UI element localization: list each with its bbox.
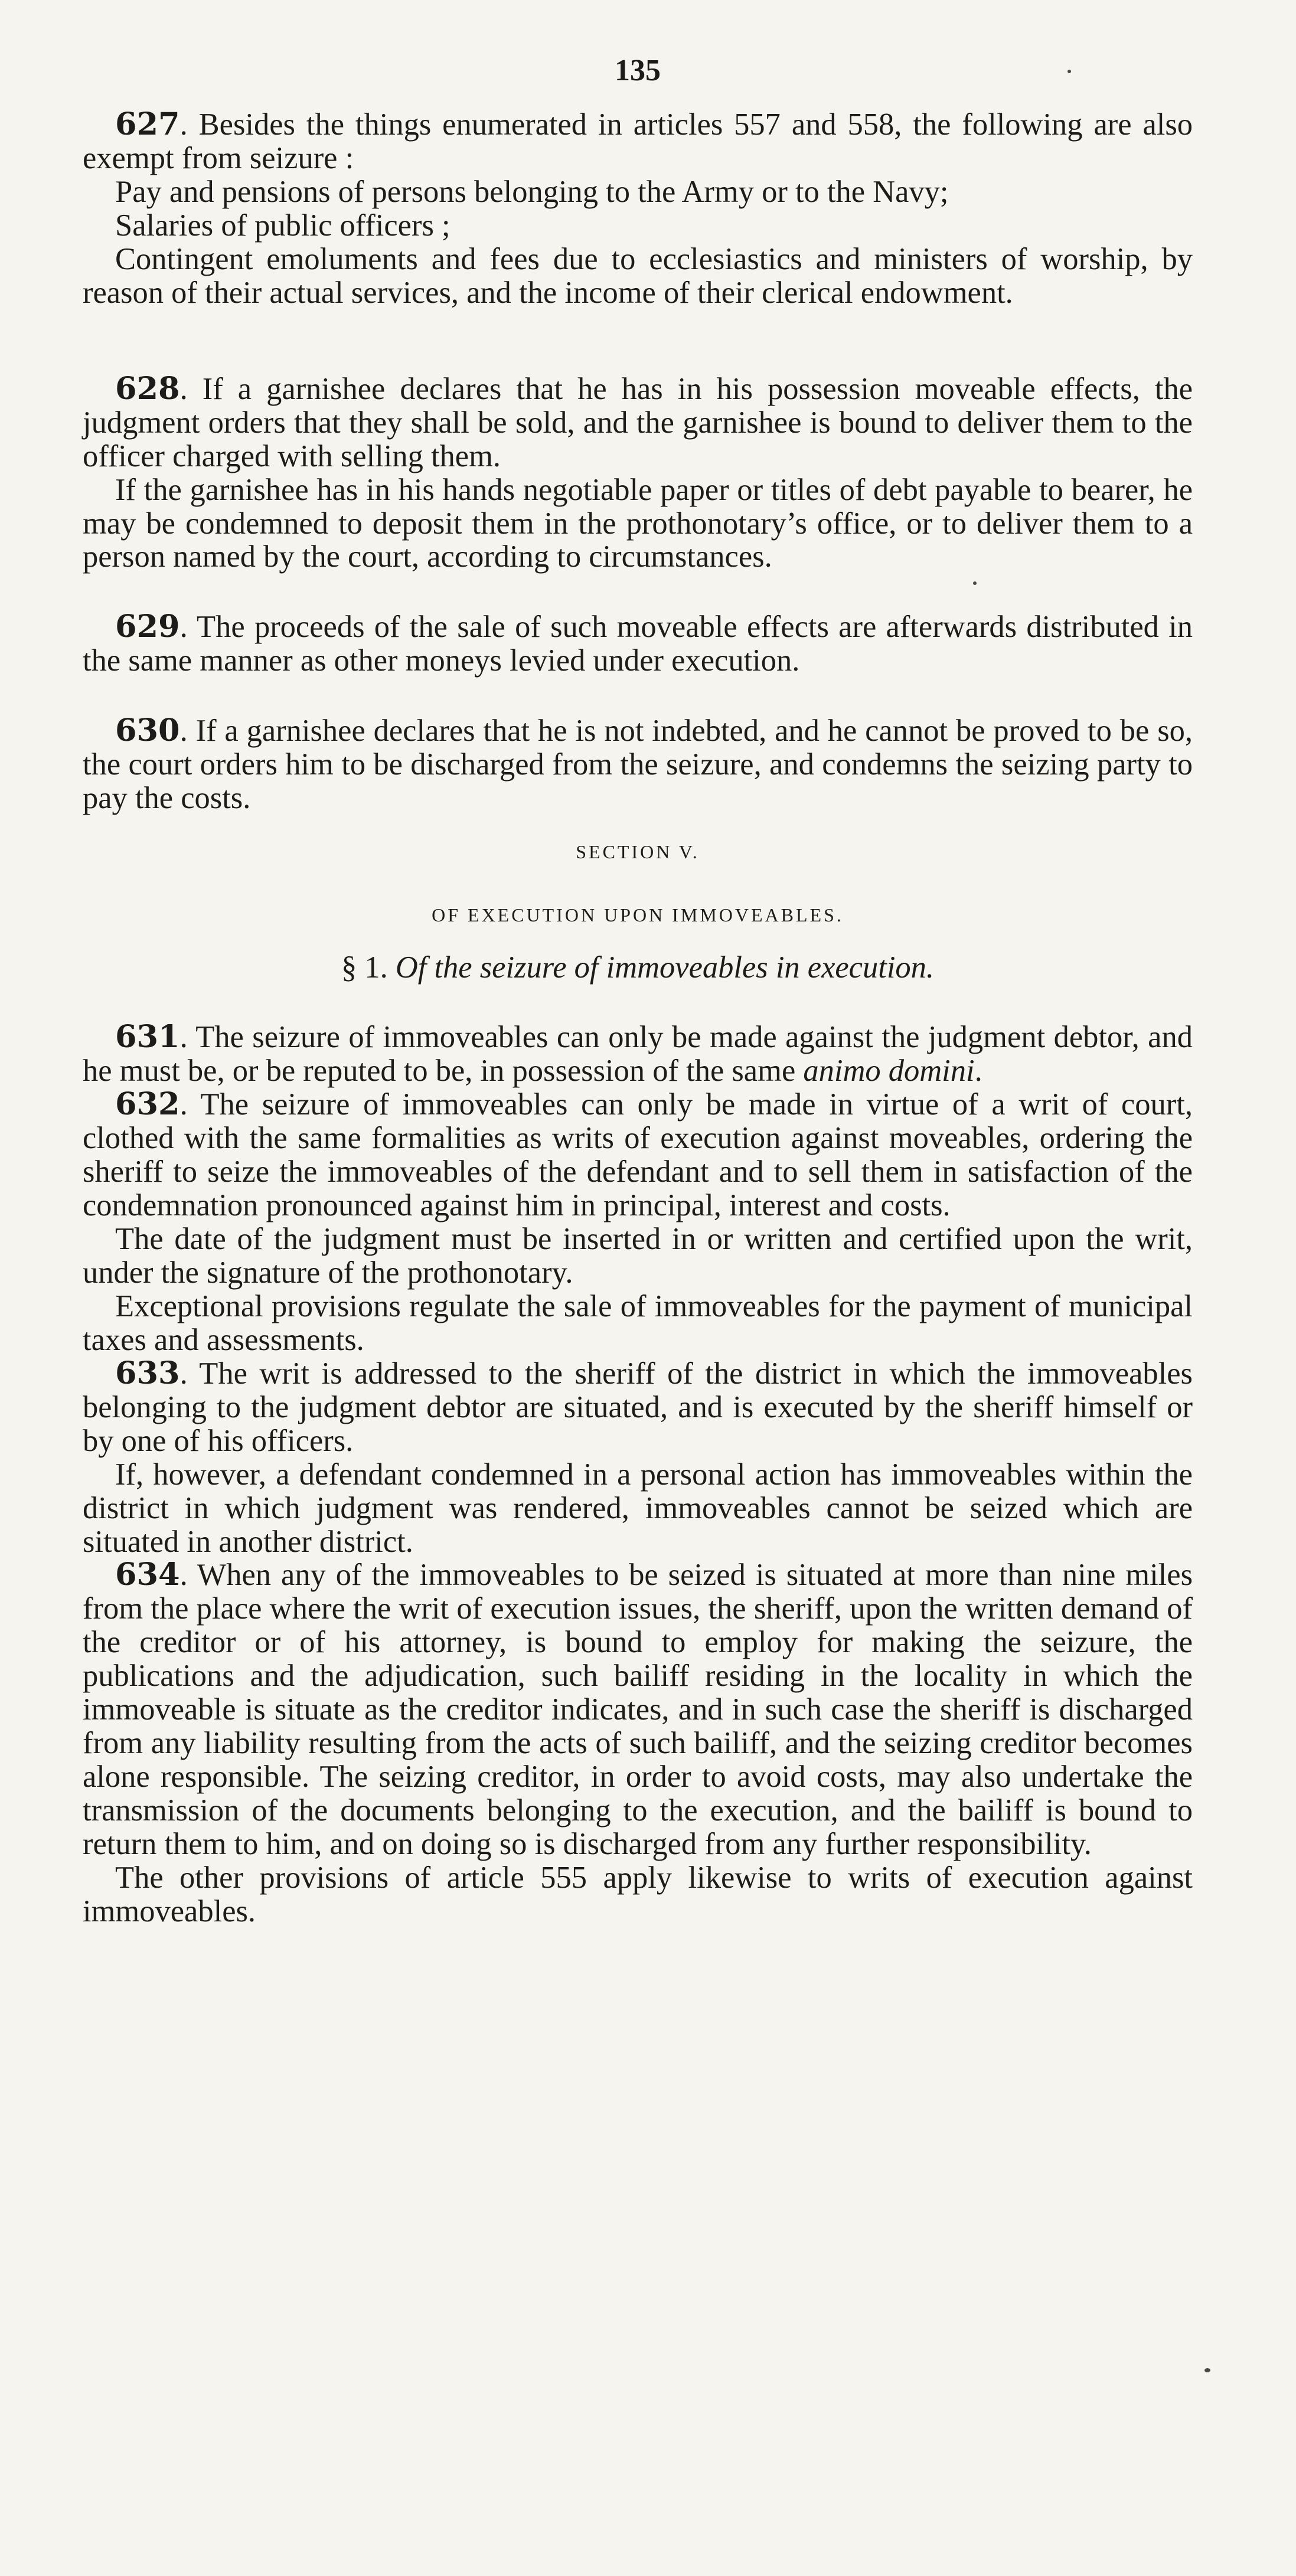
article-text: The proceeds of the sale of such moveable effects are afterwards distributed in the same manner as other moneys levied under execution. [83, 610, 1193, 678]
section-subtitle: OF EXECUTION UPON IMMOVEABLES. [432, 904, 844, 926]
article-paragraph: 632. The seizure of immoveables can only be made in virtue of a writ of court, clothed with the same formalities as writs of execution against moveables, ordering the sheriff to seize the immoveables of the defendant and to sell them in satisfaction of the condemnation pronounced against him in principal, interest and costs. [83, 1086, 1193, 1222]
article-text-end: . [974, 1054, 982, 1088]
article-632 [83, 1088, 1193, 1357]
page-number: 135 [615, 54, 661, 87]
article-text: Besides the things enumerated in articles 557 and 558, the following are also exempt from seizure : [83, 107, 1193, 175]
article-paragraph: 634. When any of the immoveables to be seized is situated at more than nine miles from the place where the writ of execution issues, the sheriff, upon the written demand of the creditor or of his attorney, is bound to employ for making the seizure, the publications and the adjudication, such bailiff residing in the locality in which the immoveable is situate as the creditor indicates, and in such case the sheriff is discharged from any liability resulting from the acts of such bailiff, and the seizing creditor becomes alone responsible. The seizing creditor, in order to avoid costs, may also undertake the transmission of the documents belonging to the execution, and the bailiff is bound to return them to him, and on doing so is discharged from any further responsibility. [83, 1557, 1193, 1862]
article-paragraph: If the garnishee has in his hands negotiable paper or titles of debt payable to bearer, he may be condemned to deposit them in the prothonotary’s office, or to deliver them to a person named by the court, according to circumstances. [83, 472, 1193, 574]
spacer [83, 574, 1193, 610]
article-number: 633 [115, 1355, 180, 1391]
article-paragraph: The other provisions of article 555 apply likewise to writs of execution against immoveables. [83, 1861, 1193, 1928]
article-number: 634 [115, 1557, 180, 1593]
article-630 [83, 714, 1193, 815]
article-629 [83, 610, 1193, 678]
article-paragraph: 633. The writ is addressed to the sheriff of the district in which the immoveables belonging to the judgment debtor are situated, and is executed by the sheriff himself or by one of his officers. [83, 1355, 1193, 1458]
article-628 [83, 372, 1193, 574]
article-number: 632 [115, 1086, 180, 1123]
article-number: 631 [115, 1019, 180, 1055]
article-number: 628 [115, 370, 180, 407]
article-paragraph: 629. The proceeds of the sale of such moveable effects are afterwards distributed in the same manner as other moneys levied under execution. [83, 609, 1193, 678]
spacer [83, 678, 1193, 714]
article-paragraph: Exceptional provisions regulate the sale of immoveables for the payment of municipal taxes and assessments. [83, 1289, 1193, 1357]
article-paragraph: 628. If a garnishee declares that he has in his possession moveable effects, the judgment orders that they shall be sold, and the garnishee is bound to deliver them to the officer charged with selling them. [83, 370, 1193, 473]
spacer [83, 310, 1193, 372]
article-633 [83, 1357, 1193, 1559]
article-text: The seizure of immoveables can only be made against the judgment debtor, and he must be, or be reputed to be, in possession of the same [83, 1020, 1193, 1088]
article-paragraph: 631. The seizure of immoveables can only be made against the judgment debtor, and he must be, or be reputed to be, in possession of the same animo domini. [83, 1019, 1193, 1088]
article-number: 627 [115, 106, 180, 142]
article-number: 630 [115, 712, 180, 749]
section-sign: § 1. [341, 950, 388, 985]
latin-phrase: animo domini [803, 1054, 975, 1088]
article-paragraph: 627. Besides the things enumerated in articles 557 and 558, the following are also exempt from seizure : [83, 106, 1193, 175]
article-text: If a garnishee declares that he is not indebted, and he cannot be proved to be so, the court orders him to be discharged from the seizure, and condemns the seizing party to pay the costs. [83, 714, 1193, 816]
scan-speck [1068, 70, 1071, 73]
article-number: 629 [115, 609, 180, 645]
paragraph-heading-title: Of the seizure of immoveables in execution. [395, 950, 935, 985]
article-paragraph: The date of the judgment must be inserted in or written and certified upon the writ, under the signature of the prothonotary. [83, 1221, 1193, 1290]
article-paragraph: If, however, a defendant condemned in a personal action has immoveables within the district in which judgment was rendered, immoveables cannot be seized which are situated in another district. [83, 1457, 1193, 1559]
article-paragraph: Pay and pensions of persons belonging to the Army or to the Navy; [115, 174, 949, 209]
article-text: When any of the immoveables to be seized is situated at more than nine miles from the place where the writ of execution issues, the sheriff, upon the written demand of the creditor or of his attorney, is bound to employ for making the seizure, the publications and the adjudication, such bailiff residing in the locality in which the immoveable is situate as the creditor indicates, and in such case the sheriff is discharged from any liability resulting from the acts of such bailiff, and the seizing creditor becomes alone responsible. The seizing creditor, in order to avoid costs, may also undertake the transmission of the documents belonging to the execution, and the bailiff is bound to return them to him, and on doing so is discharged from any further responsibility. [83, 1558, 1193, 1862]
article-text: If a garnishee declares that he has in his possession moveable effects, the judgment orders that they shall be sold, and the garnishee is bound to deliver them to the officer charged with selling them. [83, 371, 1193, 473]
article-text: The writ is addressed to the sheriff of the district in which the immoveables belonging to the judgment debtor are situated, and is executed by the sheriff himself or by one of his officers. [83, 1356, 1193, 1458]
article-627 [83, 108, 1193, 310]
scan-speck [973, 581, 977, 585]
section-title: SECTION V. [576, 841, 700, 863]
article-paragraph: 630. If a garnishee declares that he is not indebted, and he cannot be proved to be so, the court orders him to be discharged from the seizure, and condemns the seizing party to pay the costs. [83, 712, 1193, 816]
article-text: The seizure of immoveables can only be made in virtue of a writ of court, clothed with the same formalities as writs of execution against moveables, ordering the sheriff to seize the immoveables of the defendant and to sell them in satisfaction of the condemnation pronounced against him in principal, interest and costs. [83, 1087, 1193, 1222]
article-paragraph: Contingent emoluments and fees due to ecclesiastics and ministers of worship, by reason of their actual services, and the income of their clerical endowment. [83, 241, 1193, 310]
article-631 [83, 1021, 1193, 1088]
article-634 [83, 1558, 1193, 1928]
paragraph-heading [83, 950, 1193, 985]
scan-speck [1204, 2368, 1210, 2372]
article-paragraph: Salaries of public officers ; [115, 208, 451, 243]
